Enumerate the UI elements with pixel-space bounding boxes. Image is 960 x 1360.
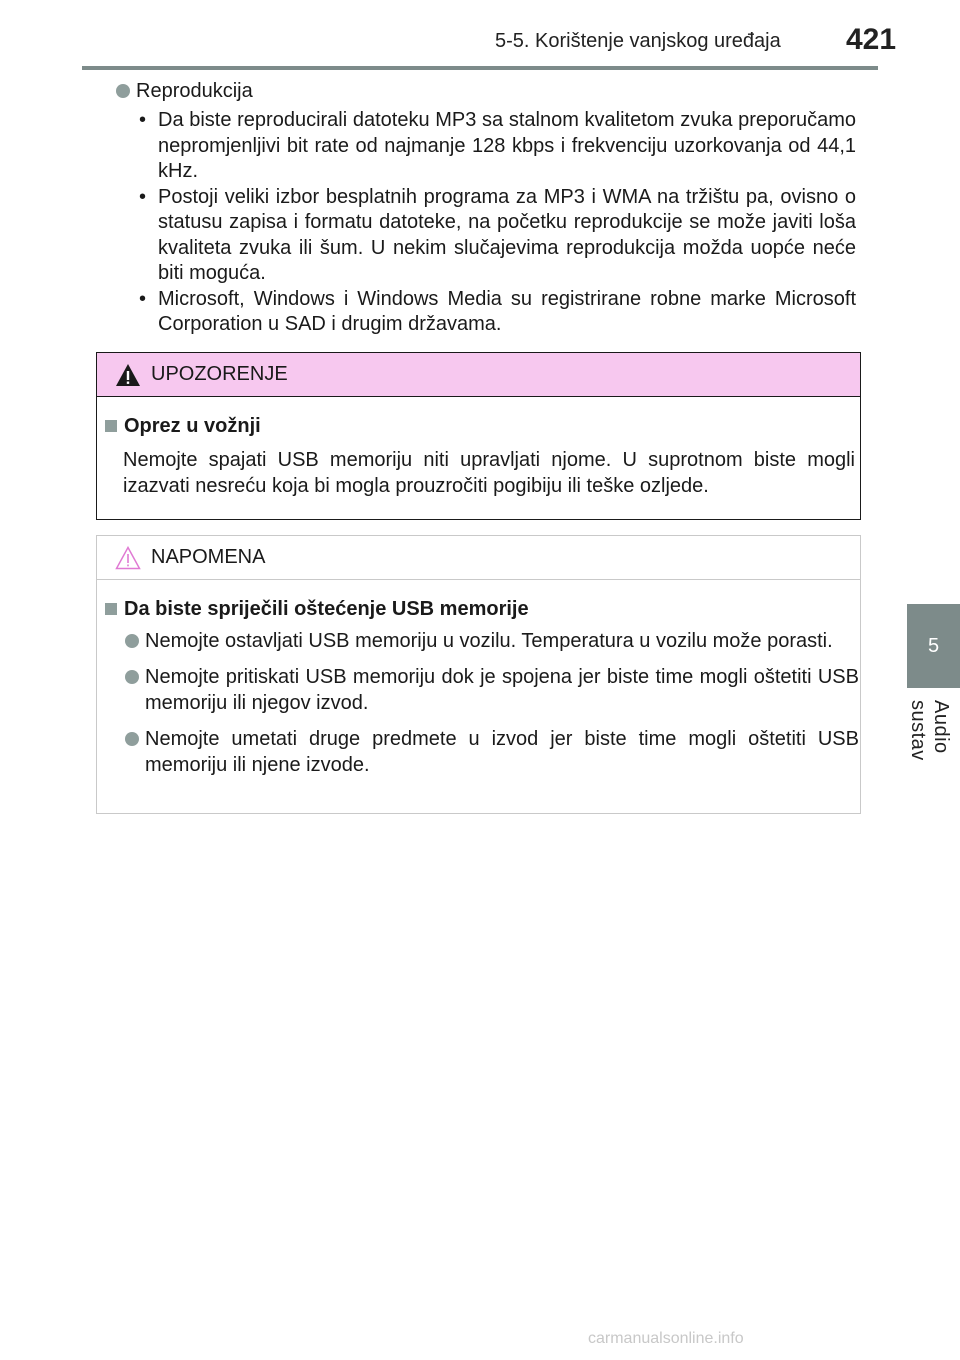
intro-list (110, 108, 856, 338)
intro-heading-row (110, 78, 856, 104)
list-item: • Microsoft, Windows i Windows Media su registrirane robne marke Microsoft Corporation u SAD i drugim državama. (139, 287, 856, 335)
note-box (96, 535, 861, 814)
chapter-number: 5 (927, 634, 940, 657)
note-item: Nemojte umetati druge predmete u izvod jer biste time mogli oštetiti USB memoriju ili njene izvode. (125, 726, 859, 778)
bullet-icon: • (139, 287, 147, 310)
warning-title: UPOZORENJE (151, 363, 288, 385)
note-item: Nemojte ostavljati USB memoriju u vozilu. Temperatura u vozilu može porasti. (125, 628, 859, 654)
warning-box (96, 352, 861, 520)
chapter-tab (907, 604, 960, 688)
warning-triangle-icon (115, 363, 141, 387)
warning-body (97, 397, 860, 499)
warning-text: Nemojte spajati USB memoriju niti upravljati njome. U suprotnom biste mogli izazvati nesreću koja bi mogla prouzročiti pogibiju ili teške ozljede. (123, 449, 855, 497)
note-body (97, 580, 860, 778)
note-title: NAPOMENA (151, 546, 266, 568)
intro-section (110, 78, 856, 338)
warning-subheading-row (105, 413, 852, 439)
bullet-icon: • (139, 109, 147, 131)
note-subheading-row (105, 596, 852, 622)
square-bullet-icon (105, 420, 117, 432)
square-bullet-icon (105, 603, 117, 615)
list-item: • Postoji veliki izbor besplatnih programa za MP3 i WMA na tržištu pa, ovisno o statusu zapisa i formatu datoteke, na početku reprodukcije se može javiti loša kvaliteta zvuka ili šum. U nekim slučajevima reprodukcija možda uopće neće biti moguća. (139, 185, 856, 284)
bullet-dot-icon (125, 732, 139, 746)
chapter-label: Audio sustav (907, 700, 952, 761)
watermark-text: carmanualsonline.info (588, 1330, 744, 1347)
header-divider (82, 66, 878, 70)
note-subheading: Da biste spriječili oštećenje USB memorije (124, 598, 529, 620)
warning-header (97, 353, 860, 397)
list-item: • Da biste reproducirali datoteku MP3 sa stalnom kvalitetom zvuka preporučamo nepromjenljivi bit rate od najmanje 128 kbps i frekvenciju uzorkovanja od 44,1 kHz. (139, 109, 856, 182)
note-header (97, 536, 860, 580)
intro-heading: Reprodukcija (136, 80, 253, 102)
bullet-icon: • (139, 185, 147, 208)
header-section-title: 5-5. Korištenje vanjskog uređaja (495, 30, 781, 52)
bullet-dot-icon (125, 670, 139, 684)
bullet-dot-icon (125, 634, 139, 648)
warning-subheading: Oprez u vožnji (124, 415, 261, 437)
note-item: Nemojte pritiskati USB memoriju dok je spojena jer biste time mogli oštetiti USB memoriju ili njegov izvod. (125, 664, 859, 716)
bullet-dot-icon (116, 84, 130, 98)
caution-outline-icon (115, 546, 141, 570)
page-number: 421 (846, 23, 897, 56)
